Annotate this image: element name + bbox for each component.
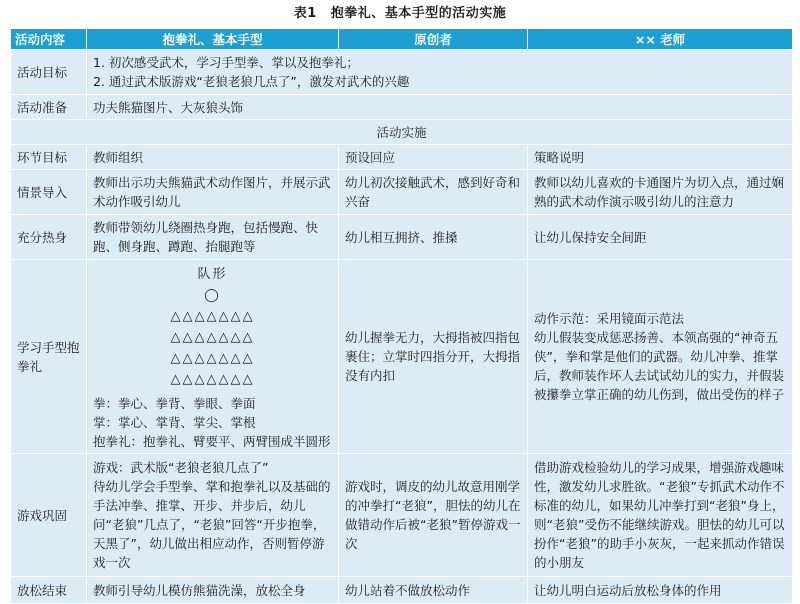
header-activity-label: 活动内容: [11, 29, 87, 50]
game-row: [11, 454, 793, 577]
relax-teacher: 教师引导幼儿模仿熊猫洗澡，放松全身: [87, 577, 339, 604]
section-row: [11, 120, 793, 145]
relax-strategy: 让幼儿明白运动后放松身体的作用: [528, 577, 793, 604]
learn-teacher: [87, 260, 339, 454]
game-title: 游戏：武术版“老狼老狼几点了”: [93, 460, 269, 475]
col-teacher-org: 教师组织: [87, 145, 339, 170]
caption-number: 表1: [293, 6, 317, 21]
student-row-1: △△△△△△△: [170, 309, 255, 324]
game-strategy: 借助游戏检验幼儿的学习成果，增强游戏趣味性，激发幼儿求胜欲。“老狼”专抓武术动作不标准的幼儿，如果幼儿冲拳打到“老狼”身上，则“老狼”受伤不能继续游戏。胆怯的幼儿可以扮作“老狼”的助手小灰灰，一起来抓动作错误的小朋友: [528, 454, 793, 577]
header-author-name: ×× 老师: [528, 29, 793, 50]
learn-response: 幼儿握拳无力，大拇指被四指包裹住；立掌时四指分开，大拇指没有内扣: [339, 260, 528, 454]
section-title: 活动实施: [11, 120, 793, 145]
columns-row: [11, 145, 793, 170]
warmup-response: 幼儿相互拥挤、推搡: [339, 215, 528, 260]
col-stage-goal: 环节目标: [11, 145, 87, 170]
caption-title: 抱拳礼、基本手型的活动实施: [330, 6, 507, 21]
intro-response: 幼儿初次接触武术，感到好奇和兴奋: [339, 170, 528, 215]
intro-label: 情景导入: [11, 170, 87, 215]
student-row-3: △△△△△△△: [170, 351, 255, 366]
activity-table: [10, 28, 793, 604]
game-label: 游戏巩固: [11, 454, 87, 577]
learn-strategy: 动作示范：采用镜面示范法 幼儿假装变成惩恶扬善、本领高强的“神奇五侠”，拳和掌是他们的武器。幼儿冲拳、推掌后，教师装作坏人去试试幼儿的实力，并假装被攥拳立掌正确的幼儿伤到，做出受伤的样子: [528, 260, 793, 454]
fist-parts: 拳：拳心、拳背、拳眼、拳面: [93, 396, 256, 411]
prep-content: 功夫熊猫图片、大灰狼头饰: [87, 95, 793, 120]
prep-label: 活动准备: [11, 95, 87, 120]
goal-line-2: 2. 通过武术版游戏“老狼老狼几点了”，激发对武术的兴趣: [93, 74, 410, 89]
palm-parts: 掌：掌心、掌背、掌尖、掌根: [93, 415, 256, 430]
salute-rules: 抱拳礼：抱拳礼、臂要平、两臂围成半圆形: [93, 434, 331, 449]
warmup-row: [11, 215, 793, 260]
goal-line-1: 1. 初次感受武术，学习手型拳、掌以及抱拳礼；: [93, 55, 359, 70]
relax-label: 放松结束: [11, 577, 87, 604]
header-author-label: 原创者: [339, 29, 528, 50]
relax-row: [11, 577, 793, 604]
goal-label: 活动目标: [11, 50, 87, 95]
formation-title: 队形: [197, 267, 228, 282]
warmup-strategy: 让幼儿保持安全间距: [528, 215, 793, 260]
prep-row: [11, 95, 793, 120]
learn-label: 学习手型抱拳礼: [11, 260, 87, 454]
header-activity-name: 抱拳礼、基本手型: [87, 29, 339, 50]
game-teacher: [87, 454, 339, 577]
game-response: 游戏时，调皮的幼儿故意用刚学的冲拳打“老狼”，胆怯的幼儿在做错动作后被“老狼”暂停游戏一次: [339, 454, 528, 577]
relax-response: 幼儿站着不做放松动作: [339, 577, 528, 604]
formation-diagram: [93, 264, 332, 390]
student-row-4: △△△△△△△: [170, 372, 255, 387]
goal-content: [87, 50, 793, 95]
teacher-position-icon: ◯: [204, 288, 221, 303]
warmup-label: 充分热身: [11, 215, 87, 260]
col-expected-response: 预设回应: [339, 145, 528, 170]
intro-strategy: 教师以幼儿喜欢的卡通图片为切入点，通过娴熟的武术动作演示吸引幼儿的注意力: [528, 170, 793, 215]
table-caption: [0, 0, 800, 28]
game-rules: 待幼儿学会手型拳、掌和抱拳礼以及基础的手法冲拳、推掌、开步、并步后，幼儿问“老狼”几点了，“老狼”回答“开步抱拳，天黑了”，幼儿做出相应动作，否则暂停游戏一次: [93, 479, 331, 570]
learn-row: [11, 260, 793, 454]
goal-row: [11, 50, 793, 95]
col-strategy: 策略说明: [528, 145, 793, 170]
intro-row: [11, 170, 793, 215]
header-row: [11, 29, 793, 50]
warmup-teacher: 教师带领幼儿绕圈热身跑，包括慢跑、快跑、侧身跑、蹲跑、抬腿跑等: [87, 215, 339, 260]
intro-teacher: 教师出示功夫熊猫武术动作图片，并展示武术动作吸引幼儿: [87, 170, 339, 215]
student-row-2: △△△△△△△: [170, 330, 255, 345]
